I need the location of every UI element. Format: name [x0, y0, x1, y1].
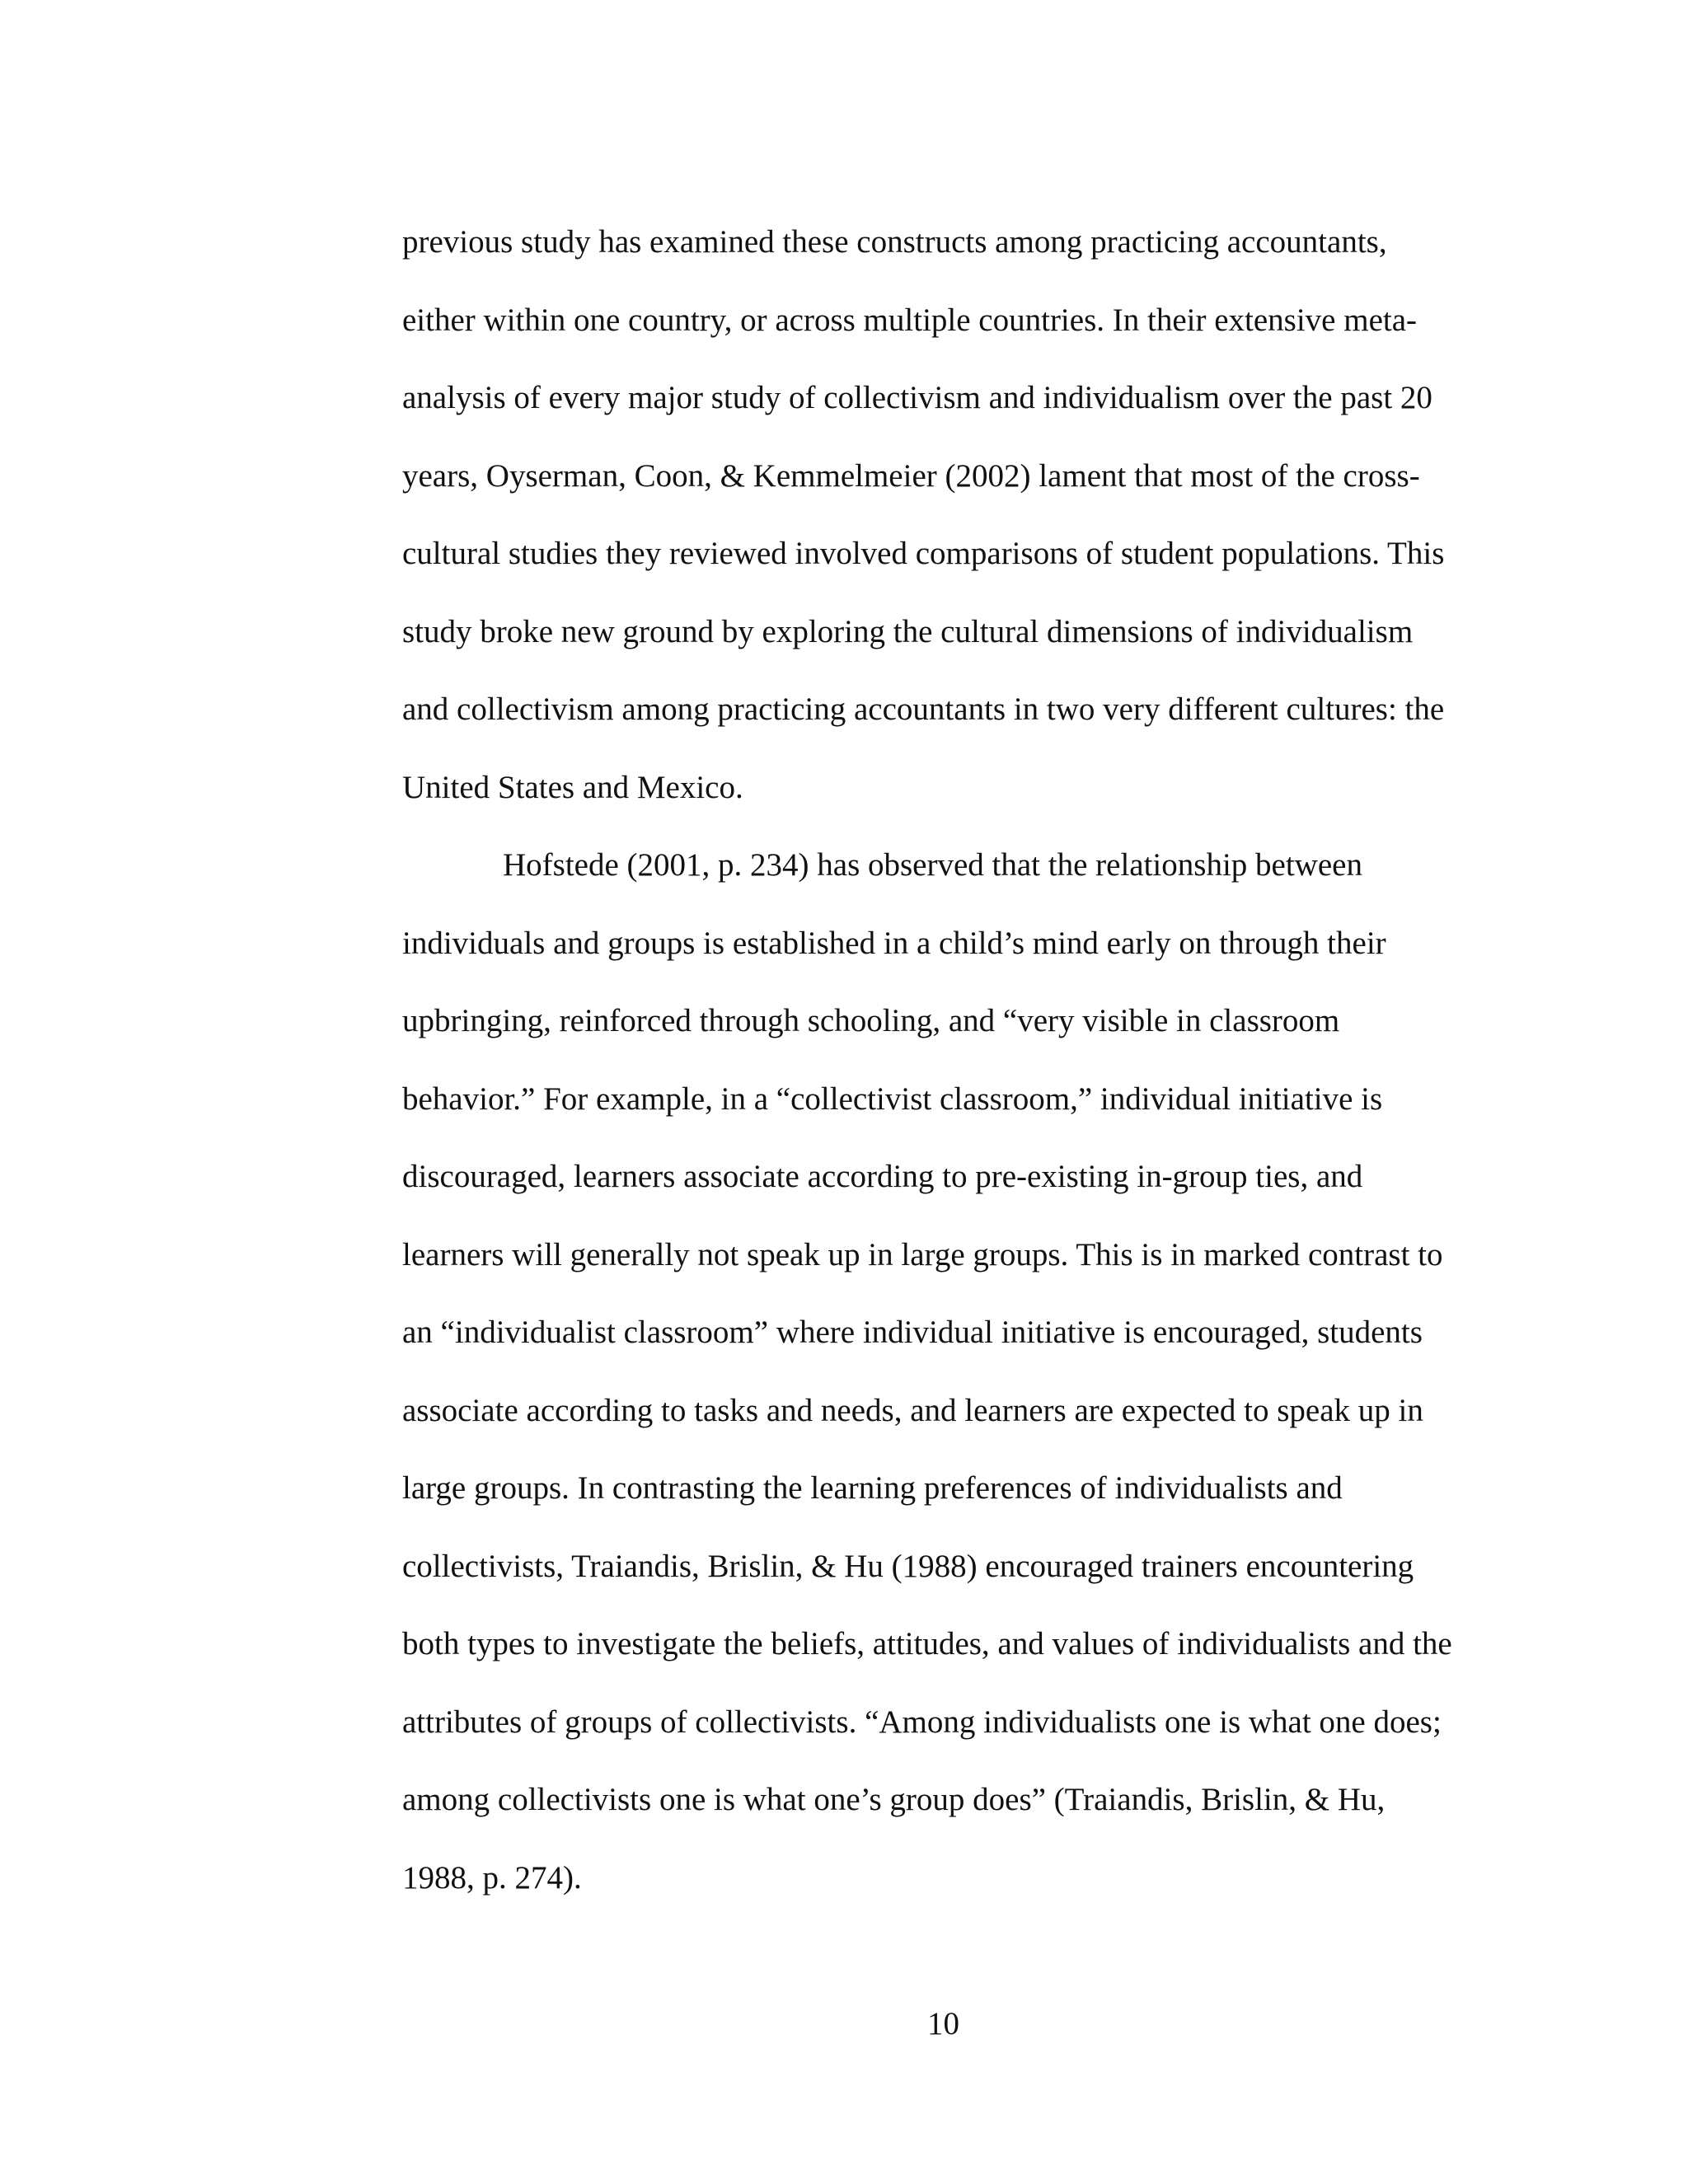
- page-number: 10: [927, 2006, 959, 2041]
- body-text-line: analysis of every major study of collectivism and individualism over the past 20: [402, 380, 1432, 415]
- body-text-line: study broke new ground by exploring the cultural dimensions of individualism: [402, 614, 1414, 649]
- body-text-line: among collectivists one is what one’s group does” (Traiandis, Brislin, & Hu,: [402, 1782, 1386, 1817]
- body-text-line: collectivists, Traiandis, Brislin, & Hu (1988) encouraged trainers encountering: [402, 1549, 1414, 1584]
- body-text-line: discouraged, learners associate according to pre-existing in-group ties, and: [402, 1159, 1363, 1194]
- body-text-line: years, Oyserman, Coon, & Kemmelmeier (2002) lament that most of the cross-: [402, 458, 1420, 494]
- body-text-line: individuals and groups is established in a child’s mind early on through their: [402, 926, 1386, 961]
- body-text-line: both types to investigate the beliefs, attitudes, and values of individualists and the: [402, 1626, 1452, 1661]
- body-text-line: cultural studies they reviewed involved comparisons of student populations. This: [402, 536, 1445, 571]
- body-text-line: upbringing, reinforced through schooling, and “very visible in classroom: [402, 1003, 1340, 1038]
- body-text-line: behavior.” For example, in a “collectivist classroom,” individual initiative is: [402, 1081, 1383, 1117]
- body-text-line: and collectivism among practicing accountants in two very different cultures: the: [402, 691, 1445, 727]
- paragraph-first-line: Hofstede (2001, p. 234) has observed that the relationship between: [503, 847, 1362, 883]
- body-text-line: United States and Mexico.: [402, 770, 743, 805]
- body-text-line: either within one country, or across multiple countries. In their extensive meta-: [402, 302, 1418, 338]
- body-text-line: large groups. In contrasting the learning preferences of individualists and: [402, 1470, 1343, 1506]
- body-text-line: an “individualist classroom” where individual initiative is encouraged, students: [402, 1315, 1423, 1350]
- body-text-line: previous study has examined these constructs among practicing accountants,: [402, 224, 1387, 260]
- body-text-line: attributes of groups of collectivists. “Among individualists one is what one does;: [402, 1704, 1442, 1740]
- body-text-line: associate according to tasks and needs, and learners are expected to speak up in: [402, 1393, 1423, 1428]
- body-text-line: learners will generally not speak up in large groups. This is in marked contrast to: [402, 1237, 1443, 1272]
- body-text-line: 1988, p. 274).: [402, 1860, 582, 1896]
